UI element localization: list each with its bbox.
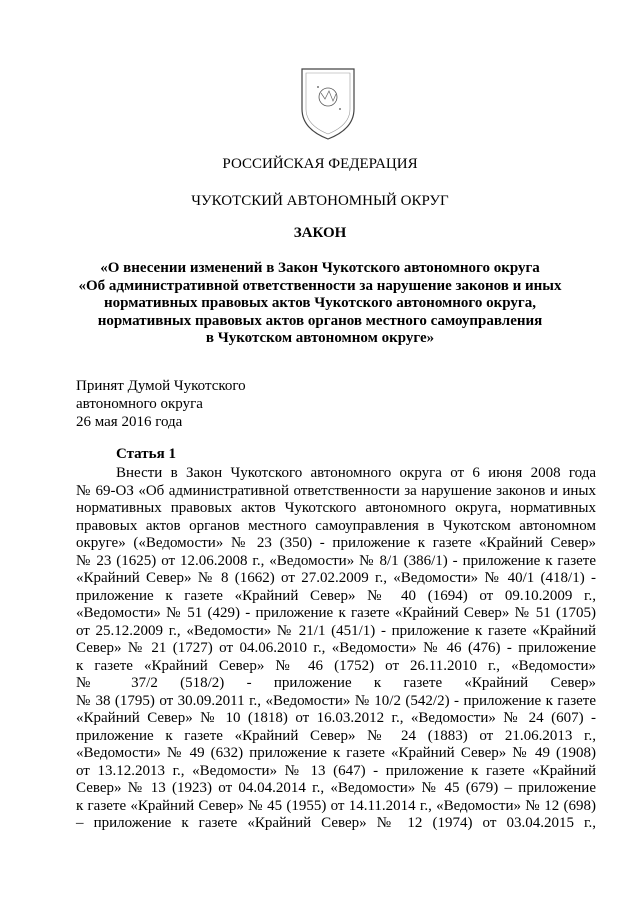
document-type: ЗАКОН: [293, 225, 347, 241]
article-line: от 13.12.2013 г., «Ведомости» № 13 (647) - приложение к газете «Крайний: [76, 762, 596, 779]
law-title-line: в Чукотском автономном округе»: [205, 330, 435, 346]
article-heading: Статья 1: [116, 446, 176, 462]
article-line: № 38 (1795) от 30.09.2011 г., «Ведомости» № 10/2 (542/2) - приложение к газете: [76, 692, 596, 709]
article-line: Север» № 21 (1727) от 04.06.2010 г., «Ведомости» № 46 (476) - приложение: [76, 640, 596, 656]
article-line: № 37/2 (518/2) - приложение к газете «Крайний Север»: [76, 675, 596, 691]
adoption-info: [76, 377, 246, 431]
article-line: № 69-ОЗ «Об административной ответственности за нарушение законов и иных: [76, 482, 596, 499]
article-line: к газете «Крайний Север» № 46 (1752) от 26.11.2010 г., «Ведомости»: [76, 657, 596, 674]
article-line: «Крайний Север» № 8 (1662) от 27.02.2009 г., «Ведомости» № 40/1 (418/1) -: [76, 570, 596, 586]
article-line: «Крайний Север» № 10 (1818) от 16.03.2012 г., «Ведомости» № 24 (607) -: [76, 710, 596, 726]
region-heading: ЧУКОТСКИЙ АВТОНОМНЫЙ ОКРУГ: [191, 193, 449, 209]
article-line: «Ведомости» № 51 (429) - приложение к газете «Крайний Север» № 51 (1705): [76, 605, 596, 621]
article-line: приложение к газете «Крайний Север» № 40 (1694) от 09.10.2009 г.,: [76, 587, 596, 604]
article-line: правовых актов органов местного самоуправления в Чукотском автономном: [76, 517, 596, 534]
adoption-line: Принят Думой Чукотского: [76, 378, 246, 394]
coat-of-arms-icon: [296, 63, 360, 143]
article-line: приложение к газете «Крайний Север» № 24 (1883) от 21.06.2013 г.,: [76, 727, 596, 744]
article-line: округе» («Ведомости» № 23 (350) - приложение к газете «Крайний Север»: [76, 535, 596, 551]
article-body: [76, 465, 596, 833]
law-title-line: «Об административной ответственности за нарушение законов и иных: [78, 277, 562, 294]
adoption-date: 26 мая 2016 года: [76, 414, 183, 430]
article-line: Внести в Закон Чукотского автономного округа от 6 июня 2008 года: [116, 465, 596, 481]
law-title-line: нормативных правовых актов Чукотского автономного округа,: [104, 295, 536, 311]
article-line: к газете «Крайний Север» № 45 (1955) от 14.11.2014 г., «Ведомости» № 12 (698): [76, 797, 596, 814]
article-line: Север» № 13 (1923) от 04.04.2014 г., «Ведомости» № 45 (679) – приложение: [76, 780, 596, 796]
adoption-line: автономного округа: [76, 396, 203, 412]
article-line: от 25.12.2009 г., «Ведомости» № 21/1 (451/1) - приложение к газете «Крайний: [76, 622, 596, 639]
article-line: «Ведомости» № 49 (632) приложение к газете «Крайний Север» № 49 (1908): [76, 745, 596, 761]
law-title-line: нормативных правовых актов органов местного самоуправления: [97, 312, 543, 329]
article-line: № 23 (1625) от 12.06.2008 г., «Ведомости» № 8/1 (386/1) - приложение к газете: [76, 552, 596, 569]
article-line: – приложение к газете «Крайний Север» № 12 (1974) от 03.04.2015 г.,: [76, 815, 596, 831]
law-title-line: «О внесении изменений в Закон Чукотского автономного округа: [100, 260, 540, 276]
article-line: нормативных правовых актов Чукотского автономного округа, нормативных: [76, 500, 596, 516]
country-heading: РОССИЙСКАЯ ФЕДЕРАЦИЯ: [222, 156, 418, 172]
law-title: [60, 260, 580, 348]
